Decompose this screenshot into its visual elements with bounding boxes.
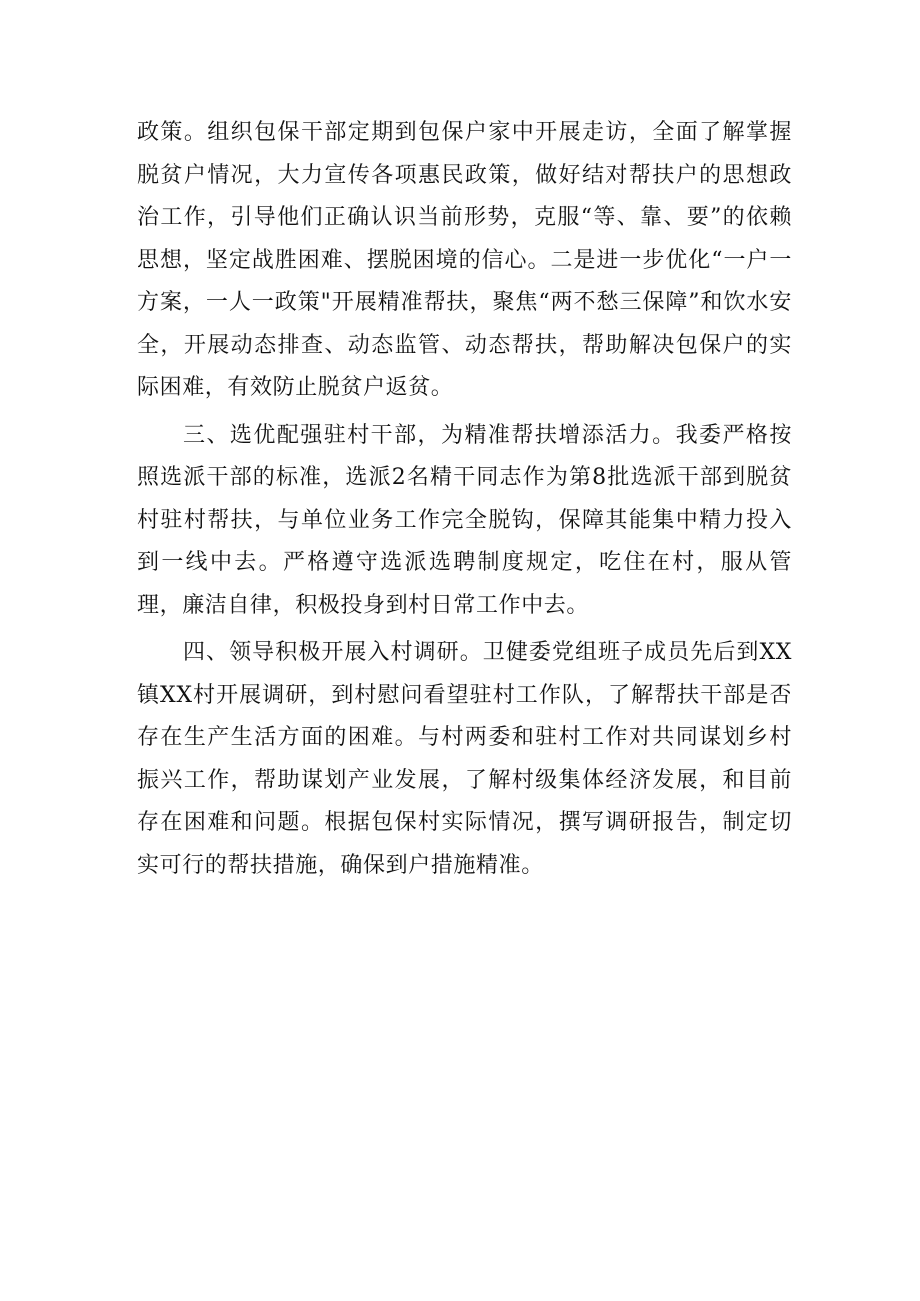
paragraph-policy-continued: 政策。组织包保干部定期到包保户家中开展走访，全面了解掌握脱贫户情况，大力宣传各项惠民政策，做好结对帮扶户的思想政治工作，引导他们正确认识当前形势，克服“等、靠、要”的依赖思想，坚定战胜困难、摆脱困境的信心。二是进一步优化“一户一方案，一人一政策"开展精准帮扶，聚焦“两不愁三保障”和饮水安全，开展动态排查、动态监管、动态帮扶，帮助解决包保户的实际困难，有效防止脱贫户返贫。 — [137, 120, 792, 400]
document-body — [137, 112, 792, 887]
paragraph-section-four: 四、领导积极开展入村调研。卫健委党组班子成员先后到XX镇XX村开展调研，到村慰问看望驻村工作队，了解帮扶干部是否存在生产生活方面的困难。与村两委和驻村工作对共同谋划乡村振兴工作，帮助谋划产业发展，了解村级集体经济发展，和目前存在困难和问题。根据包保村实际情况，撰写调研报告，制定切实可行的帮扶措施，确保到户措施精准。 — [137, 640, 792, 878]
paragraph-section-three: 三、选优配强驻村干部，为精准帮扶增添活力。我委严格按照选派干部的标准，选派2名精干同志作为第8批选派干部到脱贫村驻村帮扶，与单位业务工作完全脱钩，保障其能集中精力投入到一线中去。严格遵守选派选聘制度规定，吃住在村，服从管理，廉洁自律，积极投身到村日常工作中去。 — [137, 422, 792, 618]
